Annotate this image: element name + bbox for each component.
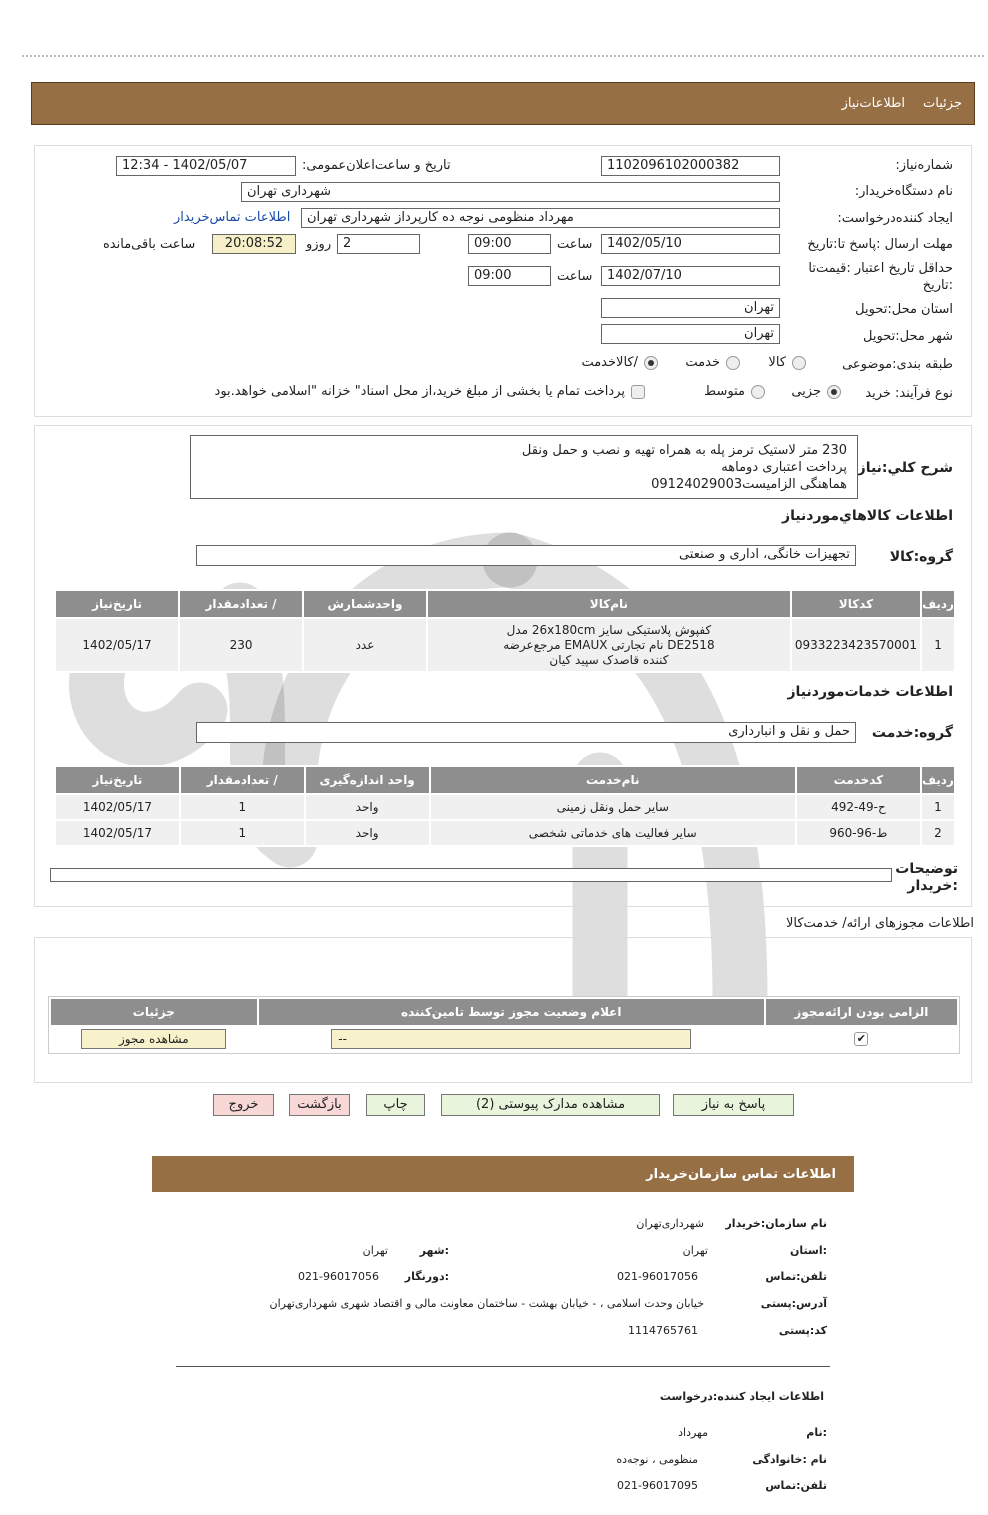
contact-province-value: تهران [682, 1244, 708, 1257]
services-group-field: حمل و نقل و انبارداری [196, 722, 856, 743]
buyer-notes-label-line1: توضیحات [895, 861, 958, 877]
col-goods-name: نام‌کالا [428, 591, 790, 617]
contact-postal-label: کد:پستی [778, 1324, 827, 1337]
buyer-org-field: شهرداری تهران [241, 182, 780, 202]
cell-unit: واحد [306, 795, 429, 819]
creator-phone-label: تلفن:تماس [765, 1479, 827, 1492]
view-attachments-button[interactable]: مشاهده مدارک پیوستی (2) [441, 1094, 660, 1116]
need-number-label: شماره‌نیاز: [895, 158, 953, 173]
category-option-service[interactable]: خدمت [685, 355, 740, 370]
col-unit: واحدشمارش [304, 591, 426, 617]
top-dotted-divider [22, 55, 984, 57]
col-service-name: نام‌خدمت [431, 767, 795, 793]
validity-label-line1: حداقل تاریخ اعتبار :قیمت‌تا [808, 261, 953, 276]
process-option-medium[interactable]: متوسط [704, 384, 765, 399]
back-button[interactable]: بازگشت [289, 1094, 350, 1116]
validity-time-field: 09:00 [468, 266, 551, 286]
description-line: پرداخت اعتباری دوماهه [721, 460, 847, 475]
cell-row: 1 [922, 619, 954, 671]
permits-title: اطلاعات مجوزهای ارائه/ خدمت‌کالا [785, 916, 974, 931]
creator-info-title: اطلاعات ایجاد کننده:درخواست [659, 1390, 824, 1403]
table-row [56, 795, 954, 819]
radio-selected-icon[interactable] [827, 385, 841, 399]
description-box [190, 435, 858, 499]
col-permit-required: الزامی بودن ارائه‌مجوز [766, 999, 957, 1025]
contact-city-label: :شهر [419, 1244, 449, 1257]
view-permit-button[interactable]: مشاهده مجوز [81, 1029, 226, 1049]
cell-row: 1 [922, 795, 954, 819]
category-label: طبقه بندی:موضوعی [842, 357, 953, 372]
process-label: نوع فرآیند: خرید [865, 386, 953, 401]
cell-qty: 230 [180, 619, 302, 671]
buyer-notes-field [50, 868, 892, 882]
cell-code: ط-96-960 [797, 821, 920, 845]
tab-details[interactable]: جزئیات [923, 96, 962, 111]
deadline-date-field: 1402/05/10 [601, 234, 780, 254]
cell-qty: 1 [181, 795, 304, 819]
goods-group-field: تجهیزات خانگی، اداری و صنعتی [196, 545, 856, 566]
permit-status-field: -- [331, 1029, 691, 1049]
services-group-label: گروه:خدمت [871, 725, 953, 741]
radio-icon[interactable] [726, 356, 740, 370]
table-row [56, 619, 954, 671]
need-number-field: 1102096102000382 [601, 156, 780, 176]
cell-date: 1402/05/17 [56, 795, 179, 819]
cell-permit-required [766, 1027, 957, 1051]
col-row: رديف [922, 591, 954, 617]
contact-divider [176, 1366, 830, 1367]
cell-name: سایر حمل ونقل زمینی [431, 795, 795, 819]
radio-icon[interactable] [751, 385, 765, 399]
contact-fax-label: :دورنگار [404, 1270, 449, 1283]
col-service-code: کدخدمت [797, 767, 920, 793]
contact-org-value: شهرداری‌تهران [636, 1217, 704, 1230]
contact-phone-value: 021-96017056 [617, 1270, 698, 1283]
cell-code: 0933223423570001 [792, 619, 920, 671]
cell-code: ح-49-492 [797, 795, 920, 819]
deadline-label: مهلت ارسال :پاسخ تا:تاریخ [807, 237, 953, 252]
validity-date-field: 1402/07/10 [601, 266, 780, 286]
remaining-label: ساعت باقی‌مانده [103, 237, 196, 252]
tab-need-info[interactable]: اطلاعات‌نیاز [841, 96, 906, 111]
cell-unit: واحد [306, 821, 429, 845]
checkbox-icon[interactable] [631, 385, 645, 399]
description-label: شرح کلي:نياز [857, 460, 953, 476]
checkbox-checked-icon: ✔ [854, 1032, 868, 1046]
col-permit-status: اعلام وضعیت مجوز توسط تامین‌کننده [259, 999, 764, 1025]
reply-button[interactable]: پاسخ به نیاز [673, 1094, 794, 1116]
cell-unit: عدد [304, 619, 426, 671]
validity-label-line2: :تاریخ [922, 278, 953, 293]
buyer-contact-link[interactable]: اطلاعات تماس‌خریدار [174, 210, 291, 225]
contact-province-label: :استان [790, 1244, 827, 1257]
services-section-title: اطلاعات خدمات‌مورد‌نياز [787, 684, 953, 700]
creator-family-value: منظومی ، نوجه‌ده [616, 1453, 698, 1466]
creator-family-label: نام :خانوادگی [752, 1453, 827, 1466]
creator-name-label: :نام [806, 1426, 827, 1439]
col-qty: / تعدادمقدار [181, 767, 304, 793]
treasury-payment-checkbox[interactable]: پرداخت تمام یا بخشی از مبلغ خرید،از محل اسناد" خزانه "اسلامی خواهد.بود [215, 384, 645, 399]
goods-group-label: گروه:کالا [889, 549, 953, 565]
contact-address-label: آدرس:پستی [760, 1297, 827, 1310]
permits-table [48, 996, 960, 1054]
category-option-goods[interactable]: کالا [768, 355, 806, 370]
buyer-contact-header: اطلاعات تماس سازمان‌خریدار [152, 1156, 854, 1192]
creator-phone-value: 021-96017095 [617, 1479, 698, 1492]
contact-postal-value: 1114765761 [628, 1324, 698, 1337]
contact-org-label: نام سازمان:خریدار [725, 1217, 827, 1230]
buyer-notes-label-line2: :خریدار [907, 878, 958, 894]
deadline-time-field: 09:00 [468, 234, 551, 254]
radio-icon[interactable] [792, 356, 806, 370]
description-line: 230 متر لاستیک ترمز پله به همراه تهیه و نصب و حمل ونقل [521, 443, 847, 458]
col-need-date: تاريخ‌نياز [56, 591, 178, 617]
cell-qty: 1 [181, 821, 304, 845]
col-permit-details: جزئیات [51, 999, 257, 1025]
col-goods-code: کدکالا [792, 591, 920, 617]
col-qty: / تعدادمقدار [180, 591, 302, 617]
col-row: رديف [922, 767, 954, 793]
cell-name: کفپوش پلاستیکی سایز 26x180cm مدل DE2518 نام تجارتی EMAUX مرجع‌عرضه کننده قاصدک سپید کیان [428, 619, 790, 671]
remaining-timer: 20:08:52 [212, 234, 296, 254]
contact-phone-label: تلفن:تماس [765, 1270, 827, 1283]
radio-selected-icon[interactable] [644, 356, 658, 370]
cell-name: سایر فعالیت های خدماتی شخصی [431, 821, 795, 845]
description-line: هماهنگی الزامیست09124029003 [651, 477, 847, 492]
contact-address-value: خیابان وحدت اسلامی ، - خیابان بهشت - ساختمان معاونت مالی و اقتصاد شهری شهرداری‌تهران [269, 1297, 704, 1310]
creator-label: ایجاد کننده‌درخواست: [837, 211, 953, 226]
page-header-bar [31, 82, 975, 125]
announce-label: تاریخ و ساعت‌اعلان‌عمومی: [302, 158, 451, 173]
exit-button[interactable]: خروج [213, 1094, 274, 1116]
table-row [56, 821, 954, 845]
cell-date: 1402/05/17 [56, 821, 179, 845]
process-option-minor[interactable]: جزیی [791, 384, 841, 399]
days-label: روزو [306, 237, 332, 252]
creator-field: مهرداد منظومی نوجه ده کارپرداز شهرداری تهران [301, 208, 780, 228]
cell-permit-status [259, 1027, 764, 1051]
province-field: تهران [601, 298, 780, 318]
contact-city-value: تهران [362, 1244, 388, 1257]
city-label: شهر محل:تحویل [863, 329, 953, 344]
cell-date: 1402/05/17 [56, 619, 178, 671]
category-option-goods-service[interactable]: /کالاخدمت [581, 355, 658, 370]
table-row [51, 1027, 957, 1051]
creator-name-value: مهرداد [678, 1426, 708, 1439]
contact-fax-value: 021-96017056 [298, 1270, 379, 1283]
buyer-org-label: نام دستگاه‌خریدار: [854, 184, 953, 199]
days-field: 2 [337, 234, 420, 254]
print-button[interactable]: چاپ [366, 1094, 425, 1116]
services-table [54, 765, 956, 847]
city-field: تهران [601, 324, 780, 344]
announce-datetime-field: 1402/05/07 - 12:34 [116, 156, 296, 176]
cell-row: 2 [922, 821, 954, 845]
deadline-time-label: ساعت [557, 237, 593, 252]
goods-table [54, 589, 956, 673]
goods-section-title: اطلاعات کالاهاي‌مورد‌نياز [782, 508, 953, 524]
col-unit: واحد اندازه‌گیری [306, 767, 429, 793]
cell-permit-details [51, 1027, 257, 1051]
validity-time-label: ساعت [557, 269, 593, 284]
col-need-date: تاريخ‌نياز [56, 767, 179, 793]
province-label: استان محل:تحویل [855, 302, 953, 317]
